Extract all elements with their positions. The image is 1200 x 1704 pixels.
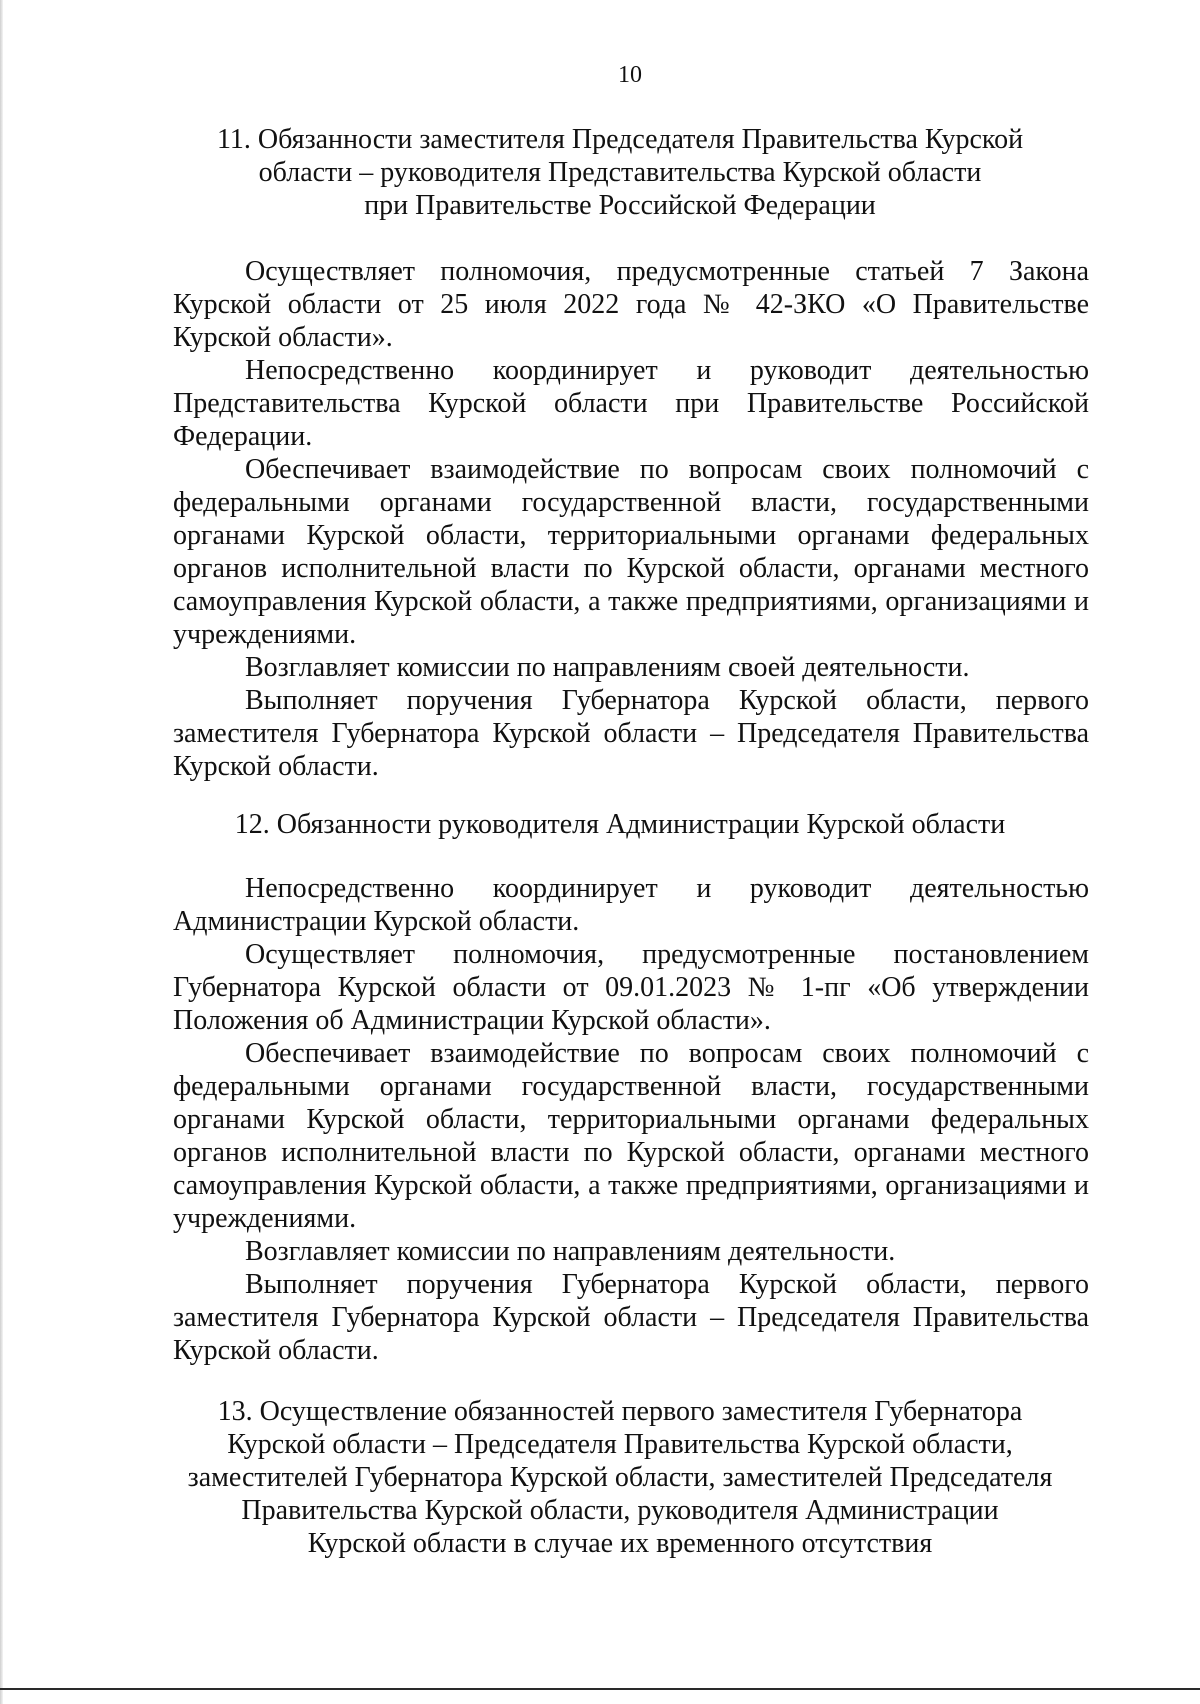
heading-line: Правительства Курской области, руководителя Администрации — [241, 1495, 999, 1526]
paragraph: Возглавляет комиссии по направлениям деятельности. — [245, 1236, 896, 1267]
paragraph: Непосредственно координирует и руководит деятельностью Администрации Курской области. — [173, 873, 1089, 937]
heading-line: заместителей Губернатора Курской области, заместителей Председателя — [187, 1462, 1053, 1493]
heading-line: Курской области в случае их временного отсутствия — [307, 1528, 933, 1559]
paragraph: Непосредственно координирует и руководит деятельностью Представительства Курской области при Правительстве Российской Федерации. — [173, 355, 1089, 452]
heading-line: 12. Обязанности руководителя Администрации Курской области — [234, 809, 1006, 840]
heading-line: при Правительстве Российской Федерации — [364, 190, 876, 221]
heading-line: 11. Обязанности заместителя Председателя Правительства Курской — [216, 124, 1024, 155]
scan-bottom-line — [0, 1688, 1200, 1690]
heading-line: области – руководителя Представительства Курской области — [258, 157, 982, 188]
paragraph: Осуществляет полномочия, предусмотренные статьей 7 Закона Курской области от 25 июля 2022 года № 42-ЗКО «О Правительстве Курской области». — [173, 256, 1089, 353]
section-12-body — [173, 872, 1089, 1367]
paragraph: Обеспечивает взаимодействие по вопросам своих полномочий с федеральными органами государственной власти, государственными органами Курской области, территориальными органами федеральных органов исполнительной власти по Курской области, органами местного самоуправления Курской области, а также предприятиями, организациями и учреждениями. — [173, 1038, 1089, 1234]
paragraph: Выполняет поручения Губернатора Курской области, первого заместителя Губернатора Курской области – Председателя Правительства Курской области. — [173, 685, 1089, 782]
section-12-heading — [170, 808, 1070, 841]
heading-line: 13. Осуществление обязанностей первого заместителя Губернатора — [217, 1396, 1023, 1427]
page-number: 10 — [618, 62, 642, 88]
paragraph: Выполняет поручения Губернатора Курской области, первого заместителя Губернатора Курской области – Председателя Правительства Курской области. — [173, 1269, 1089, 1366]
section-11-heading — [170, 123, 1070, 222]
section-11-body — [173, 255, 1089, 783]
scan-edge — [0, 0, 3, 1704]
paragraph: Возглавляет комиссии по направлениям своей деятельности. — [245, 652, 970, 683]
paragraph: Обеспечивает взаимодействие по вопросам своих полномочий с федеральными органами государственной власти, государственными органами Курской области, территориальными органами федеральных органов исполнительной власти по Курской области, органами местного самоуправления Курской области, а также предприятиями, организациями и учреждениями. — [173, 454, 1089, 650]
paragraph: Осуществляет полномочия, предусмотренные постановлением Губернатора Курской области от 09.01.2023 № 1-пг «Об утверждении Положения об Администрации Курской области». — [173, 939, 1089, 1036]
heading-line: Курской области – Председателя Правительства Курской области, — [227, 1429, 1013, 1460]
section-13-heading — [150, 1395, 1090, 1560]
